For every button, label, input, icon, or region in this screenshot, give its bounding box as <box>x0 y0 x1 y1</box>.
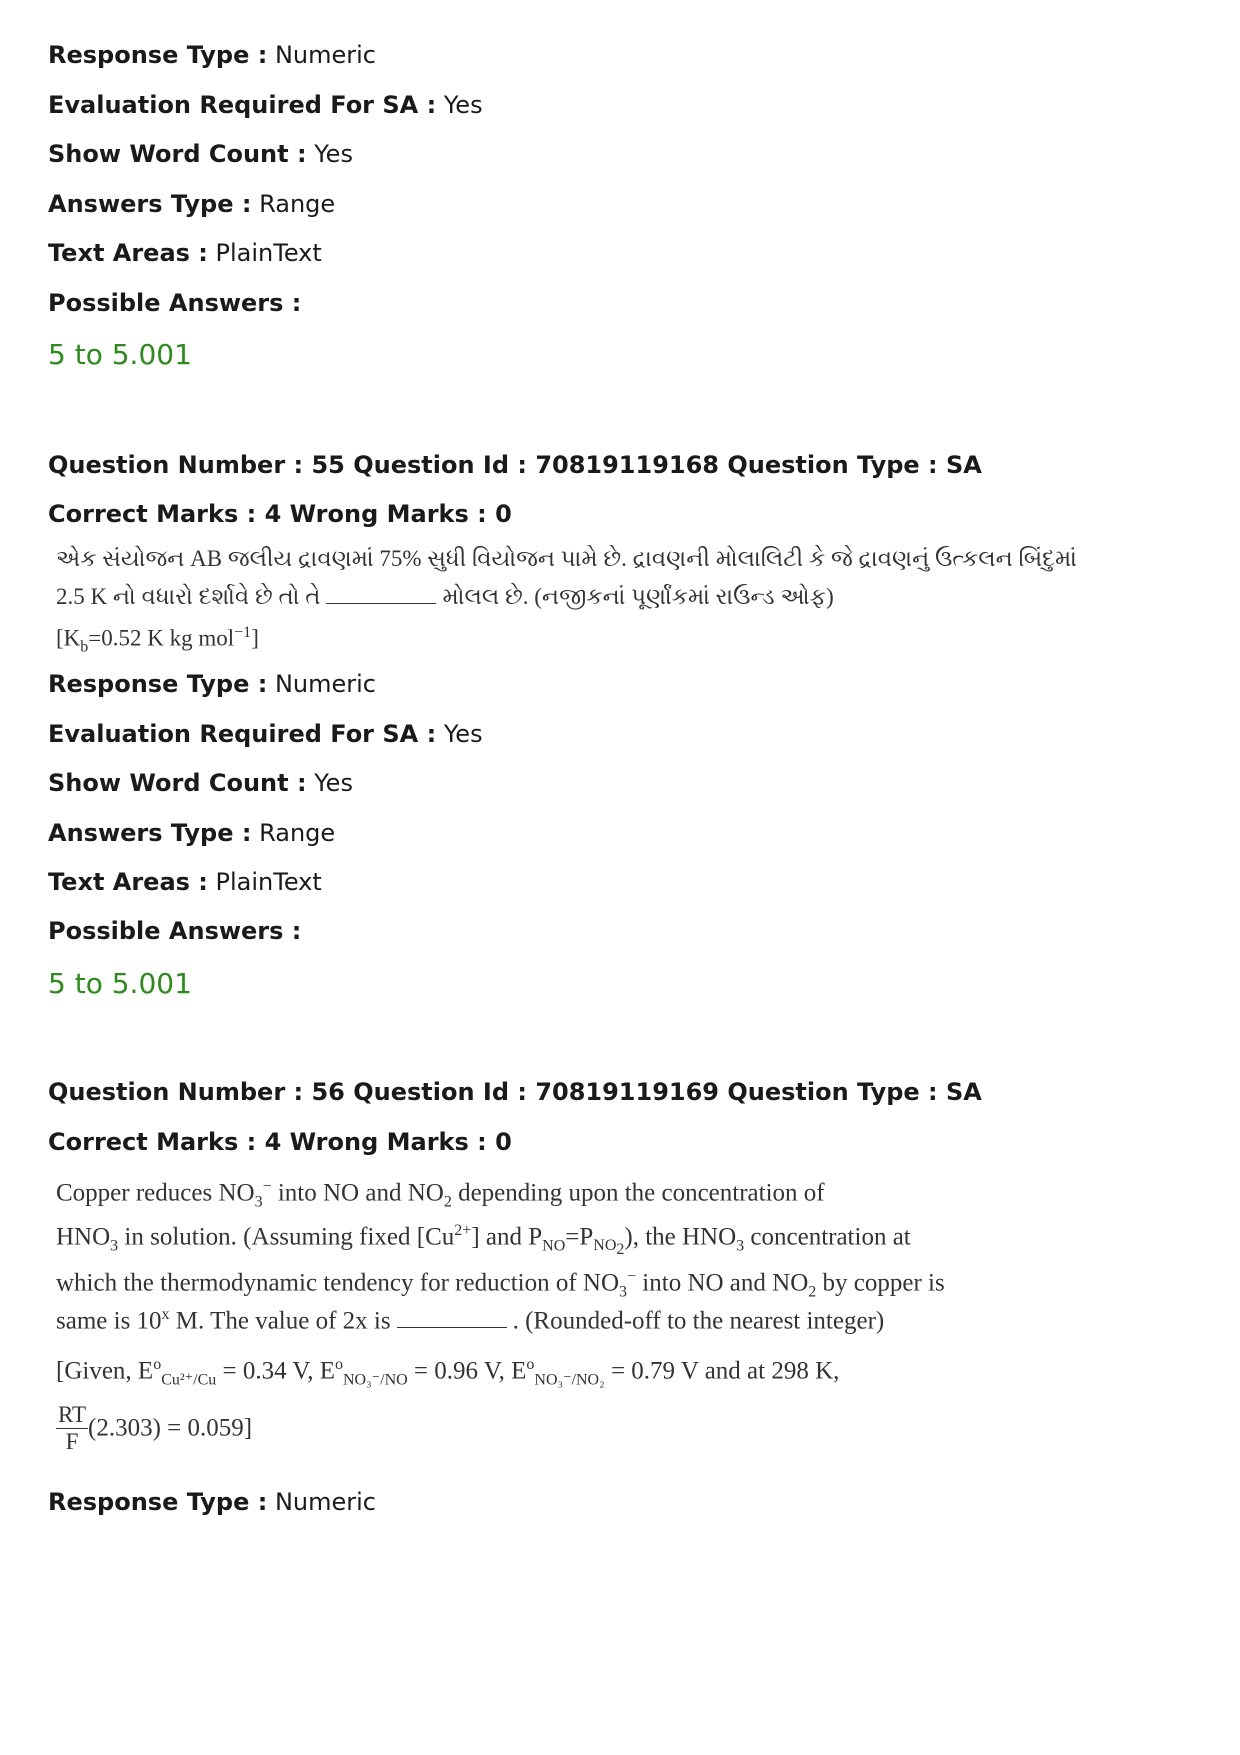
q56-l2-sub: 3 <box>110 1237 119 1255</box>
word-count-label: Show Word Count : <box>48 140 307 168</box>
q56-l1-sup: − <box>262 1178 272 1195</box>
q55-question-body <box>48 540 1077 656</box>
evaluation-label: Evaluation Required For SA : <box>48 91 437 119</box>
text-areas-label: Text Areas : <box>48 239 208 267</box>
q56-line-4 <box>56 1300 884 1336</box>
q56-marks-text: Correct Marks : 4 Wrong Marks : 0 <box>48 1128 512 1156</box>
q56-l3b: into NO and NO <box>636 1269 809 1297</box>
response-type-value: Numeric <box>274 41 376 69</box>
q55-header-text: Question Number : 55 Question Id : 70819119168 Question Type : SA <box>48 451 982 479</box>
q56-l5-sup2: o <box>334 1356 343 1373</box>
q55-word-count-label: Show Word Count : <box>48 769 307 797</box>
q56-l2-sub2: NO <box>542 1237 566 1255</box>
text-areas-value: PlainText <box>215 239 322 267</box>
q56-l5b: = 0.34 V, E <box>216 1357 335 1385</box>
q55-kb-sup: −1 <box>234 624 252 641</box>
q56-l1c: depending upon the concentration of <box>451 1179 825 1207</box>
q55-response-type-row <box>48 669 376 699</box>
q56-l2-sub3b: 2 <box>616 1241 625 1259</box>
q55-evaluation-label: Evaluation Required For SA : <box>48 720 437 748</box>
q55-evaluation-row <box>48 719 483 749</box>
q56-response-type-row <box>48 1487 376 1517</box>
response-type-row <box>48 40 376 70</box>
q55-possible-answers-row <box>48 916 301 946</box>
answer-blank <box>397 1307 507 1328</box>
answer-blank <box>326 583 436 604</box>
q56-l3c: by copper is <box>816 1269 945 1297</box>
q55-header <box>48 450 982 480</box>
q56-l2f: concentration at <box>744 1223 911 1251</box>
q55-line-2b: મોલલ છે. (નજીકનાં પૂર્ણાંકમાં રાઉન્ડ ઓફ) <box>442 584 834 609</box>
q55-possible-answers-label: Possible Answers : <box>48 917 302 945</box>
q56-l5d: = 0.79 V and at 298 K, <box>604 1357 840 1385</box>
q56-l2-sup: 2+ <box>454 1222 472 1239</box>
q56-l4b: M. The value of 2x is <box>169 1307 391 1335</box>
q56-line-5 <box>56 1350 839 1395</box>
evaluation-value: Yes <box>443 91 483 119</box>
response-type-label: Response Type : <box>48 41 268 69</box>
fraction-denominator: F <box>65 1429 79 1454</box>
q56-l5-sub3: NO₃⁻/NO₂ <box>534 1371 605 1389</box>
q55-line-2a: 2.5 K નો વધારો દર્શાવે છે તો તે <box>56 584 321 609</box>
q55-answers-type-label: Answers Type : <box>48 819 252 847</box>
q56-l1a: Copper reduces NO <box>56 1179 255 1207</box>
q55-response-type-label: Response Type : <box>48 670 268 698</box>
q55-kb-k: [K <box>56 625 81 651</box>
q56-question-body <box>48 1168 948 1478</box>
text-areas-row <box>48 238 322 268</box>
q55-kb-close: ] <box>251 625 259 651</box>
q56-line-1 <box>56 1172 825 1217</box>
q56-l5-sup3: o <box>526 1356 535 1373</box>
q56-l2d: =P <box>565 1223 594 1251</box>
q55-evaluation-value: Yes <box>443 720 483 748</box>
q56-l1-sub: 3 <box>254 1193 263 1211</box>
q56-response-type-value: Numeric <box>274 1488 376 1516</box>
q56-l5c: = 0.96 V, E <box>407 1357 527 1385</box>
q55-answers-type-value: Range <box>259 819 336 847</box>
fraction-numerator: RT <box>58 1402 87 1427</box>
q56-l2-sub4: 3 <box>736 1237 745 1255</box>
evaluation-row <box>48 90 483 120</box>
q56-l4a: same is 10 <box>56 1307 162 1335</box>
q56-l1b: into NO and NO <box>271 1179 444 1207</box>
q56-l2c: ] and P <box>471 1223 543 1251</box>
q56-l3-sup: − <box>627 1268 637 1285</box>
q56-line-2 <box>56 1216 911 1266</box>
q55-text-areas-row <box>48 867 322 897</box>
q56-header <box>48 1077 982 1107</box>
q55-word-count-row <box>48 768 353 798</box>
q55-marks <box>48 499 512 529</box>
q56-l4c: . (Rounded-off to the nearest integer) <box>512 1307 885 1335</box>
q56-l3a: which the thermodynamic tendency for reduction of NO <box>56 1269 620 1297</box>
q55-kb-sub: b <box>80 638 89 656</box>
q55-possible-answer-value: 5 to 5.001 <box>48 967 192 1000</box>
q55-word-count-value: Yes <box>314 769 353 797</box>
q55-text-areas-value: PlainText <box>215 868 322 896</box>
q55-line-2 <box>56 582 834 612</box>
q55-line-3 <box>56 618 259 662</box>
word-count-value: Yes <box>314 140 353 168</box>
q56-l5-sub2: NO₃⁻/NO <box>342 1371 408 1389</box>
q56-l4-sup: x <box>161 1306 170 1323</box>
q56-marks <box>48 1127 512 1157</box>
q56-l2b: in solution. (Assuming fixed [Cu <box>118 1223 455 1251</box>
q56-response-type-label: Response Type : <box>48 1488 268 1516</box>
possible-answer-value: 5 to 5.001 <box>48 338 192 371</box>
q56-header-text: Question Number : 56 Question Id : 70819119169 Question Type : SA <box>48 1078 982 1106</box>
q56-line-6 <box>56 1402 252 1455</box>
q56-l3-sub2: 2 <box>808 1283 817 1301</box>
q55-line-1: એક સંયોજન AB જલીય દ્રાવણમાં 75% સુધી વિયોજન પામે છે. દ્રાવણની મોલાલિટી કે જે દ્રાવણનું ઉત્કલન બિંદુમાં <box>56 546 1077 571</box>
q55-text-areas-label: Text Areas : <box>48 868 208 896</box>
q55-marks-text: Correct Marks : 4 Wrong Marks : 0 <box>48 500 512 528</box>
word-count-row <box>48 139 353 169</box>
q56-l3-sub: 3 <box>619 1283 628 1301</box>
q56-l1-sub2: 2 <box>443 1193 452 1211</box>
answers-type-row <box>48 189 335 219</box>
rt-over-f-fraction <box>56 1402 88 1455</box>
q56-l5a: [Given, E <box>56 1357 154 1385</box>
possible-answers-label: Possible Answers : <box>48 289 302 317</box>
q55-answers-type-row <box>48 818 335 848</box>
q56-l5-sup: o <box>153 1356 162 1373</box>
answers-type-label: Answers Type : <box>48 190 252 218</box>
q56-l2-sub3-wrap <box>593 1237 625 1259</box>
q55-kb-value: =0.52 K kg mol <box>88 625 235 651</box>
possible-answers-row <box>48 288 301 318</box>
q56-l5-sub: Cu²⁺/Cu <box>161 1371 217 1389</box>
q56-l2a: HNO <box>56 1223 111 1251</box>
q55-response-type-value: Numeric <box>274 670 376 698</box>
q56-l2e: ), the HNO <box>624 1223 737 1251</box>
q56-l6: (2.303) = 0.059] <box>88 1414 253 1442</box>
answers-type-value: Range <box>259 190 336 218</box>
q56-l2-sub3: NO <box>593 1237 617 1255</box>
